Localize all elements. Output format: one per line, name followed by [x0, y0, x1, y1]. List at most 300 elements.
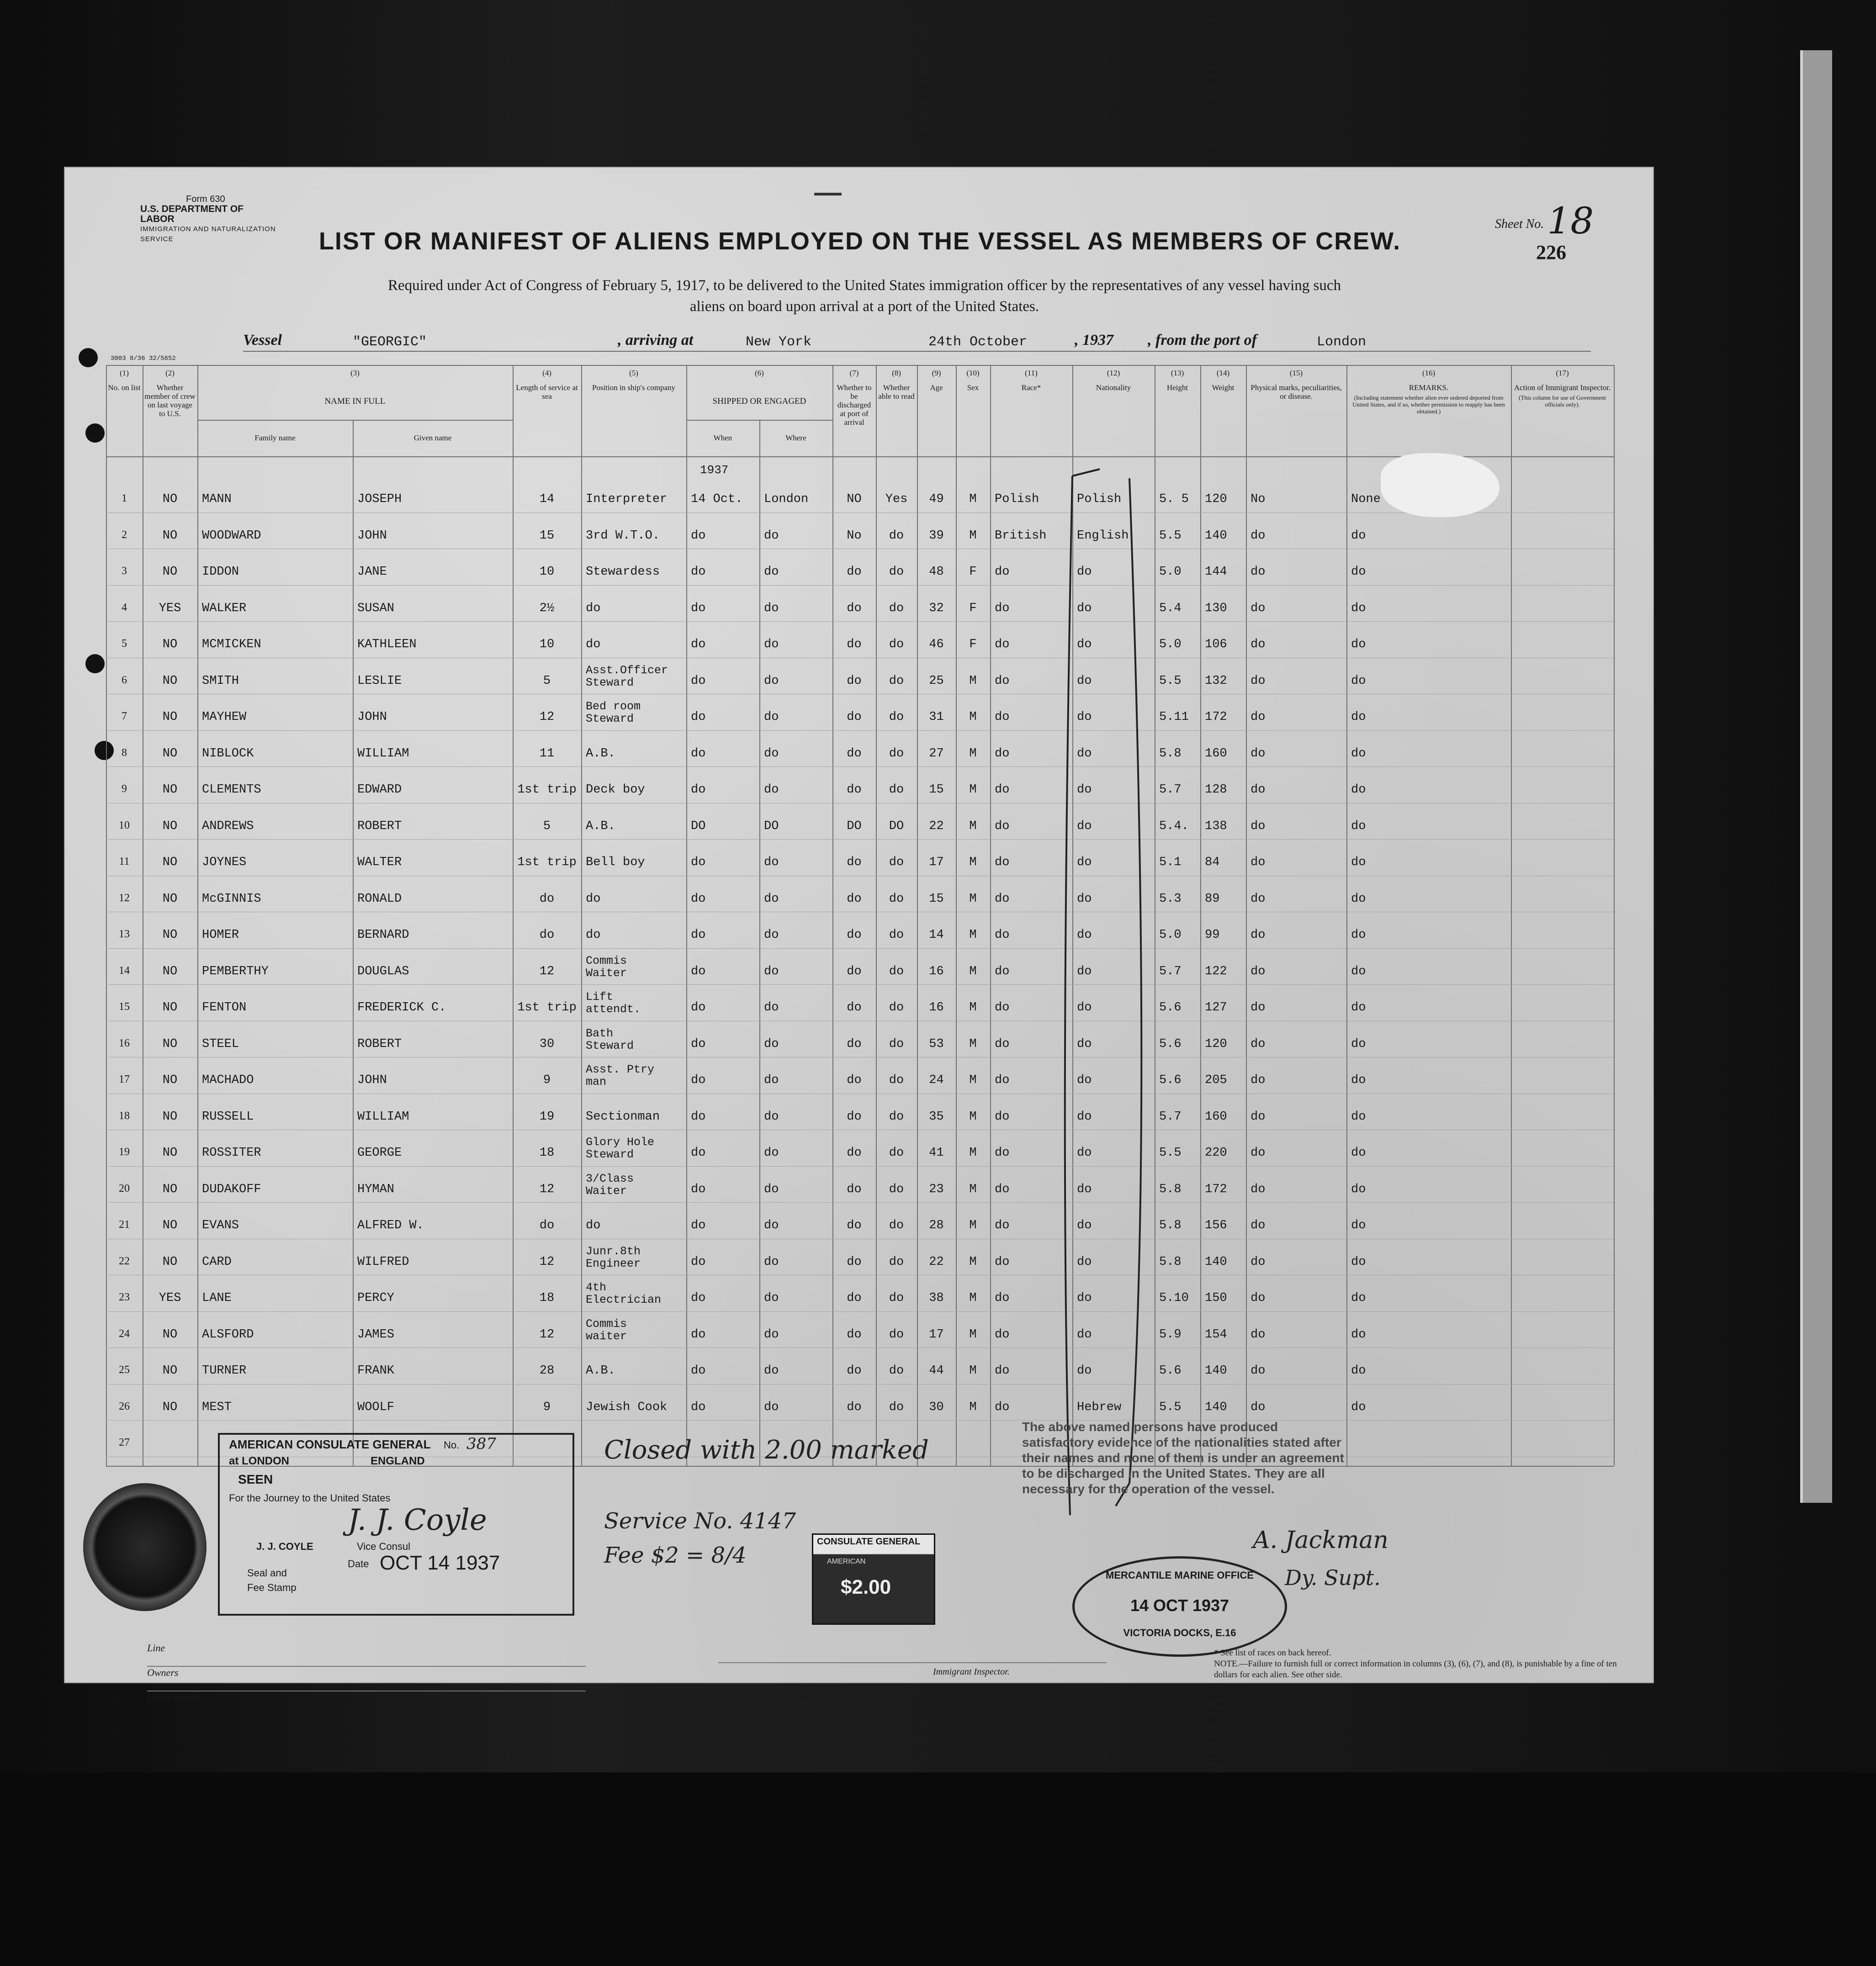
footer-left — [147, 1642, 586, 1716]
column-header: Position in ship's company — [592, 383, 676, 392]
column-header: Height — [1166, 383, 1188, 392]
cell-read: Yes — [885, 492, 908, 506]
cell-marks: do — [1251, 1001, 1266, 1015]
cell-position: A.B. — [586, 819, 615, 833]
cell-marks: do — [1251, 1364, 1266, 1378]
cell-family: MACHADO — [202, 1073, 254, 1087]
cell-given: WALTER — [357, 856, 402, 869]
cell-where: do — [764, 783, 779, 797]
cell-height: 5.11 — [1159, 710, 1189, 724]
cell-nat: do — [1077, 674, 1092, 688]
sheet-label: Sheet No. — [1495, 217, 1544, 231]
cell-family: ANDREWS — [202, 819, 254, 833]
cell-age: 17 — [929, 856, 944, 869]
cell-service: 12 — [539, 710, 555, 724]
cell-age: 25 — [929, 674, 944, 688]
arrival-date: 24th October — [928, 334, 1028, 350]
cell-marks: do — [1251, 1146, 1266, 1160]
race-note: * See list of races on back hereof. — [1214, 1648, 1331, 1658]
cell-marks: do — [1251, 783, 1266, 797]
cell-age: 23 — [929, 1182, 944, 1196]
cell-disch: do — [847, 1110, 862, 1124]
cell-height: 5.8 — [1159, 1255, 1182, 1269]
cell-service: 14 — [539, 492, 555, 506]
service: IMMIGRATION AND NATURALIZATION SERVICE — [140, 225, 276, 243]
cell-where: do — [764, 856, 779, 869]
cell-disch: do — [847, 710, 862, 724]
cell-position: Glory Hole Steward — [586, 1136, 655, 1161]
cell-age: 32 — [929, 601, 944, 615]
cell-when: do — [691, 1364, 706, 1378]
cell-position: do — [586, 892, 601, 906]
cell-position: A.B. — [586, 746, 615, 761]
cell-position: 3rd W.T.O. — [586, 528, 660, 543]
fee-stamp-brand: AMERICAN — [827, 1558, 866, 1565]
cell-weight: 140 — [1205, 1364, 1227, 1378]
cell-when: do — [691, 1037, 706, 1051]
column-header: Sex — [967, 383, 979, 392]
cell-remarks: do — [1351, 746, 1366, 761]
closed-note: Closed with 2.00 marked — [604, 1435, 929, 1465]
cell-nat: do — [1077, 1327, 1092, 1342]
cell-nat: Polish — [1077, 492, 1122, 506]
cell-age: 15 — [929, 783, 944, 797]
cell-position: Bath Steward — [586, 1026, 634, 1052]
cell-when: do — [691, 528, 706, 543]
cell-disch: do — [847, 1327, 862, 1342]
cell-remarks: do — [1351, 783, 1366, 797]
cell-position: Sectionman — [586, 1110, 660, 1124]
cell-nat: do — [1077, 1219, 1092, 1232]
cell-age: 14 — [929, 928, 944, 942]
cell-given: JANE — [357, 565, 387, 579]
cell-read: DO — [889, 819, 904, 833]
cell-sex: M — [969, 1110, 977, 1124]
cell-when: do — [691, 638, 706, 651]
cell-sex: M — [969, 1291, 977, 1305]
column-subheader: When — [713, 433, 732, 442]
cell-read: do — [889, 638, 904, 651]
cell-sex: M — [969, 1073, 977, 1087]
cell-given: SUSAN — [357, 601, 395, 615]
seal-label: Seal and — [247, 1567, 287, 1579]
cell-remarks: do — [1351, 1146, 1366, 1160]
agents-field: Local Agents — [147, 1691, 200, 1703]
cell-weight: 84 — [1205, 856, 1220, 869]
cell-read: do — [889, 892, 904, 906]
print-code: 3003 8/36 32/5652 — [111, 355, 176, 362]
cell-weight: 160 — [1205, 746, 1227, 761]
column-header: Age — [930, 383, 943, 392]
cell-service: 28 — [539, 1364, 555, 1378]
cell-position: Interpreter — [586, 492, 668, 506]
cell-when: do — [691, 1146, 706, 1160]
cell-height: 5.7 — [1159, 964, 1182, 978]
cell-when: do — [691, 710, 706, 724]
cell-when: do — [691, 601, 706, 615]
cell-no: 15 — [119, 1001, 130, 1013]
cell-marks: do — [1251, 601, 1266, 615]
cell-marks: do — [1251, 1255, 1266, 1269]
cell-prev: NO — [162, 856, 178, 869]
cell-sex: F — [969, 565, 977, 579]
cell-disch: do — [847, 601, 862, 615]
cell-race: do — [995, 710, 1010, 724]
cell-family: SMITH — [202, 674, 239, 688]
column-header: Whether able to read — [878, 383, 915, 401]
cell-family: PEMBERTHY — [202, 964, 269, 978]
column-note: (Including statement whether alien ever ordered deported from United States, and if so, whether permission to reapply has been obtained.) — [1352, 394, 1505, 415]
cell-weight: 120 — [1205, 492, 1227, 506]
cell-where: do — [764, 601, 779, 615]
cell-where: do — [764, 746, 779, 761]
cell-given: PERCY — [357, 1291, 395, 1305]
line-field: Line — [147, 1642, 586, 1667]
cell-disch: DO — [847, 819, 862, 833]
consulate-stamp — [218, 1433, 574, 1616]
cell-disch: do — [847, 928, 862, 942]
column-number: (12) — [1107, 369, 1120, 377]
cell-nat: do — [1077, 710, 1092, 724]
cell-remarks: do — [1351, 565, 1366, 579]
form-number: Form 630 — [186, 194, 225, 204]
column-header: SHIPPED OR ENGAGED — [712, 396, 806, 406]
cell-disch: do — [847, 1291, 862, 1305]
adjacent-sheet-edge — [1800, 50, 1832, 1503]
cell-sex: M — [969, 783, 977, 797]
cell-prev: NO — [162, 565, 178, 579]
cell-service: 2½ — [539, 601, 555, 615]
cell-race: do — [995, 746, 1010, 761]
cell-race: do — [995, 1110, 1010, 1124]
cell-remarks: do — [1351, 1182, 1366, 1196]
cell-marks: do — [1251, 1182, 1266, 1196]
column-header: REMARKS. — [1409, 383, 1449, 392]
cell-no: 6 — [122, 674, 127, 686]
cell-sex: M — [969, 528, 977, 543]
cell-service: 9 — [543, 1400, 551, 1414]
cell-where: do — [764, 528, 779, 543]
cell-no: 25 — [119, 1364, 130, 1376]
cell-nat: do — [1077, 1001, 1092, 1015]
cell-sex: M — [969, 1255, 977, 1269]
cell-service: 11 — [539, 746, 555, 761]
cell-read: do — [889, 1073, 904, 1087]
cell-given: ALFRED W. — [357, 1219, 424, 1232]
cell-prev: NO — [162, 1255, 178, 1269]
cell-position: A.B. — [586, 1364, 615, 1378]
cell-weight: 128 — [1205, 783, 1227, 797]
cell-when: do — [691, 746, 706, 761]
page-title: LIST OR MANIFEST OF ALIENS EMPLOYED ON THE VESSEL AS MEMBERS OF CREW. — [318, 227, 1401, 255]
column-number: (11) — [1025, 369, 1038, 377]
cell-read: do — [889, 1400, 904, 1414]
arriving-label: , arriving at — [618, 332, 694, 349]
cell-family: FENTON — [202, 1001, 247, 1015]
cell-service: 10 — [539, 565, 555, 579]
cell-marks: do — [1251, 1400, 1266, 1414]
cell-service: 1st trip — [517, 783, 577, 797]
cell-where: do — [764, 674, 779, 688]
cell-sex: M — [969, 892, 977, 906]
cell-where: do — [764, 1291, 779, 1305]
cell-prev: NO — [162, 892, 178, 906]
column-header: Race* — [1021, 383, 1041, 392]
cell-read: do — [889, 928, 904, 942]
cell-marks: do — [1251, 1110, 1266, 1124]
cell-given: ROBERT — [357, 1037, 402, 1051]
cell-sex: M — [969, 1327, 977, 1342]
cell-when: do — [691, 892, 706, 906]
cell-prev: NO — [162, 819, 178, 833]
cell-read: do — [889, 528, 904, 543]
cell-no: 17 — [119, 1073, 130, 1085]
cell-given: KATHLEEN — [357, 638, 417, 651]
cell-family: ALSFORD — [202, 1327, 254, 1342]
cell-family: STEEL — [202, 1037, 239, 1051]
cell-service: 19 — [539, 1110, 555, 1124]
cell-remarks: do — [1351, 528, 1366, 543]
cell-age: 38 — [929, 1291, 944, 1305]
cell-prev: NO — [162, 710, 178, 724]
cell-nat: do — [1077, 565, 1092, 579]
cell-height: 5.8 — [1159, 1219, 1182, 1232]
cell-prev: YES — [159, 601, 181, 615]
cell-prev: NO — [162, 1182, 178, 1196]
cell-where: do — [764, 1400, 779, 1414]
consulate-country: ENGLAND — [371, 1455, 425, 1467]
cell-read: do — [889, 746, 904, 761]
cell-nat: do — [1077, 964, 1092, 978]
cell-family: RUSSELL — [202, 1110, 254, 1124]
cell-no: 12 — [119, 892, 130, 904]
cell-prev: NO — [162, 1146, 178, 1160]
cell-prev: NO — [162, 1364, 178, 1378]
cell-age: 41 — [929, 1146, 944, 1160]
cell-remarks: do — [1351, 1291, 1366, 1305]
cell-family: IDDON — [202, 565, 239, 579]
cell-given: DOUGLAS — [357, 964, 409, 978]
cell-weight: 99 — [1205, 928, 1220, 942]
cell-when: do — [691, 1291, 706, 1305]
cell-age: 44 — [929, 1364, 944, 1378]
cell-given: JAMES — [357, 1327, 395, 1342]
cell-read: do — [889, 1219, 904, 1232]
cell-given: ROBERT — [357, 819, 402, 833]
cell-nat: do — [1077, 638, 1092, 651]
cell-race: do — [995, 819, 1010, 833]
cell-when: do — [691, 1001, 706, 1015]
cell-family: EVANS — [202, 1219, 239, 1232]
cell-age: 53 — [929, 1037, 944, 1051]
cell-remarks: do — [1351, 710, 1366, 724]
cell-marks: do — [1251, 1327, 1266, 1342]
cell-weight: 154 — [1205, 1327, 1227, 1342]
cell-when: do — [691, 674, 706, 688]
cell-where: do — [764, 1182, 779, 1196]
cell-given: EDWARD — [357, 783, 402, 797]
cell-weight: 150 — [1205, 1291, 1227, 1305]
cell-where: London — [764, 492, 809, 506]
cell-position: do — [586, 638, 601, 651]
cell-remarks: do — [1351, 601, 1366, 615]
cell-age: 22 — [929, 1255, 944, 1269]
column-number: (10) — [966, 369, 980, 377]
column-header: Whether member of crew on last voyage to U.S. — [144, 383, 196, 418]
cell-height: 5.0 — [1159, 565, 1182, 579]
cell-family: MEST — [202, 1400, 232, 1414]
cell-height: 5.6 — [1159, 1037, 1182, 1051]
arriving-port: New York — [746, 334, 812, 350]
cell-service: 12 — [539, 1182, 555, 1196]
cell-sex: M — [969, 928, 977, 942]
film-margin — [0, 1772, 1876, 1966]
cell-family: ROSSITER — [202, 1146, 261, 1160]
column-header: Nationality — [1096, 383, 1131, 392]
cell-marks: do — [1251, 638, 1266, 651]
cell-read: do — [889, 964, 904, 978]
cell-prev: YES — [159, 1291, 181, 1305]
cell-race: do — [995, 856, 1010, 869]
cell-weight: 205 — [1205, 1073, 1227, 1087]
cell-where: do — [764, 710, 779, 724]
cell-family: WALKER — [202, 601, 247, 615]
cell-no: 18 — [119, 1110, 130, 1122]
cell-nat: English — [1077, 528, 1129, 543]
cell-remarks: do — [1351, 928, 1366, 942]
cell-read: do — [889, 601, 904, 615]
cell-disch: No — [847, 528, 862, 543]
arrival-year: , 1937 — [1075, 332, 1113, 349]
column-header: NAME IN FULL — [324, 396, 386, 406]
cell-age: 15 — [929, 892, 944, 906]
cell-no: 2 — [122, 528, 127, 541]
cell-no: 21 — [119, 1219, 130, 1231]
cell-position: Bed room Steward — [586, 700, 641, 725]
cell-when: do — [691, 1219, 706, 1232]
owners-field: Owners — [147, 1667, 586, 1691]
fee-note: Fee $2 = 8/4 — [604, 1543, 747, 1568]
cell-where: do — [764, 928, 779, 942]
cell-weight: 106 — [1205, 638, 1227, 651]
cell-height: 5.1 — [1159, 856, 1182, 869]
service-number: Service No. 4147 — [604, 1508, 796, 1534]
cell-no: 13 — [119, 928, 130, 940]
from-port: London — [1317, 334, 1367, 350]
column-number: (9) — [932, 369, 941, 377]
cell-prev: NO — [162, 1073, 178, 1087]
consulate-seal — [83, 1483, 207, 1611]
column-header: Weight — [1212, 383, 1235, 392]
cell-remarks: do — [1351, 1400, 1366, 1414]
cell-nat: do — [1077, 1073, 1092, 1087]
vessel-name: "GEORGIC" — [353, 334, 427, 350]
cell-height: 5.5 — [1159, 528, 1182, 543]
cell-no: 14 — [119, 964, 130, 977]
cell-where: do — [764, 638, 779, 651]
cell-weight: 130 — [1205, 601, 1227, 615]
cell-remarks: do — [1351, 964, 1366, 978]
cell-race: do — [995, 1146, 1010, 1160]
cell-disch: do — [847, 565, 862, 579]
cell-sex: M — [969, 1146, 977, 1160]
cell-weight: 160 — [1205, 1110, 1227, 1124]
cell-no: 11 — [119, 856, 130, 867]
cell-given: LESLIE — [357, 674, 402, 688]
cell-nat: do — [1077, 1037, 1092, 1051]
shipped-year: 1937 — [700, 463, 729, 477]
cell-prev: NO — [162, 638, 178, 651]
cell-disch: NO — [847, 492, 862, 506]
cell-service: 9 — [543, 1073, 551, 1087]
cell-where: do — [764, 565, 779, 579]
cell-when: do — [691, 856, 706, 869]
cell-service: 12 — [539, 1255, 555, 1269]
cell-sex: M — [969, 1001, 977, 1015]
cell-sex: M — [969, 819, 977, 833]
cell-race: do — [995, 1037, 1010, 1051]
cell-service: 1st trip — [517, 1001, 577, 1015]
cell-disch: do — [847, 892, 862, 906]
cell-age: 16 — [929, 964, 944, 978]
cell-remarks: None — [1351, 492, 1381, 506]
journey-text: For the Journey to the United States — [229, 1492, 391, 1504]
cell-service: 18 — [539, 1146, 555, 1160]
column-number: (2) — [165, 369, 175, 377]
cell-disch: do — [847, 1364, 862, 1378]
cell-nat: do — [1077, 1146, 1092, 1160]
cell-marks: do — [1251, 746, 1266, 761]
cell-race: do — [995, 1073, 1010, 1087]
consulate-no-label: No. — [444, 1439, 460, 1451]
cell-prev: NO — [162, 1001, 178, 1015]
cell-read: do — [889, 1364, 904, 1378]
cell-age: 28 — [929, 1219, 944, 1232]
cell-when: do — [691, 1073, 706, 1087]
cell-service: 30 — [539, 1037, 555, 1051]
page-number: 226 — [1536, 241, 1566, 264]
cell-race: do — [995, 638, 1010, 651]
cell-height: 5.6 — [1159, 1073, 1182, 1087]
cell-read: do — [889, 1291, 904, 1305]
cell-position: Commis Waiter — [586, 954, 627, 980]
cell-where: do — [764, 892, 779, 906]
cell-sex: M — [969, 1219, 977, 1232]
cell-height: 5.9 — [1159, 1327, 1182, 1342]
cell-when: do — [691, 1255, 706, 1269]
cell-age: 17 — [929, 1327, 944, 1342]
column-number: (3) — [350, 369, 360, 377]
cell-read: do — [889, 1327, 904, 1342]
cell-weight: 140 — [1205, 528, 1227, 543]
cell-when: 14 Oct. — [691, 492, 743, 506]
cell-no: 8 — [122, 746, 127, 759]
cell-weight: 132 — [1205, 674, 1227, 688]
cell-no: 4 — [122, 601, 127, 613]
cell-remarks: do — [1351, 892, 1366, 906]
cell-age: 46 — [929, 638, 944, 651]
mercantile-bottom: VICTORIA DOCKS, E.16 — [1123, 1627, 1236, 1638]
manifest-sheet — [64, 167, 1654, 1703]
cell-age: 24 — [929, 1073, 944, 1087]
cell-height: 5.0 — [1159, 638, 1182, 651]
cell-weight: 220 — [1205, 1146, 1227, 1160]
cell-disch: do — [847, 856, 862, 869]
column-header: Length of service at sea — [516, 383, 578, 401]
cell-given: HYMAN — [357, 1182, 395, 1196]
cell-marks: do — [1251, 674, 1266, 688]
cell-prev: NO — [162, 492, 178, 506]
